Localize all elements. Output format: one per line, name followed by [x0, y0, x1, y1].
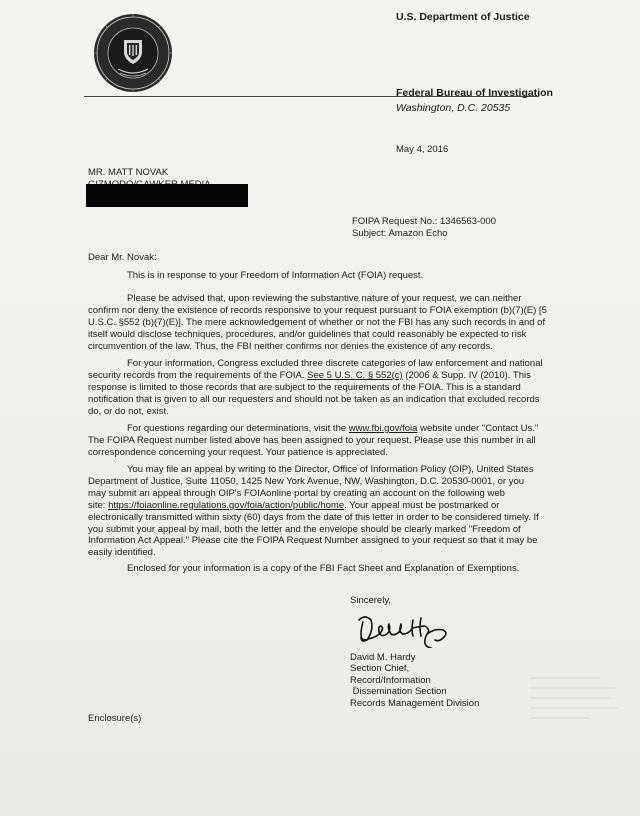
paragraph-line: Information Act Appeal." Please cite the FOIPA Request Number assigned to your request so that it may be — [88, 535, 538, 547]
underlined-reference: See 5 U.S. C. § 552(c) — [307, 369, 403, 381]
underlined-reference: www.fbi.gov/foia — [348, 423, 418, 434]
paragraph-line: confirm nor deny the existence of records responsive to your request pursuant to FOIA exemption (b)(7)(E) [5 — [88, 304, 547, 316]
redaction-bar — [86, 184, 248, 207]
letter-date: May 4, 2016 — [396, 144, 449, 155]
paragraph-contact — [88, 423, 544, 459]
salutation: Dear Mr. Novak: — [88, 252, 157, 263]
paragraph-line: U.S.C. §552 (b)(7)(E)]. The mere acknowledgement of whether or not the FBI has any such records in and of — [88, 316, 546, 328]
closing: Sincerely, — [350, 595, 392, 606]
signature-icon — [355, 610, 460, 648]
bleed-through-texture — [530, 672, 620, 732]
paragraph-exclusions — [88, 358, 544, 418]
paragraph-line: electronically transmitted within sixty (60) days from the date of this letter in order to be considered timely. If — [88, 511, 539, 523]
paragraph-line: do, or do not, exist. — [88, 405, 169, 417]
paragraph-line: correspondence concerning your request. Your patience is appreciated. — [88, 446, 388, 458]
recipient-name: MR. MATT NOVAK — [88, 167, 169, 178]
signer-title-line: Record/Information — [350, 674, 431, 686]
paragraph-line: You may file an appeal by writing to the Director, Office of Information Policy (OIP), United States — [127, 464, 534, 475]
paragraph-appeal — [88, 464, 544, 559]
paragraph-line: circumvention of the law. Thus, the FBI neither confirms nor denies the existence of any records. — [88, 340, 493, 352]
paragraph-line: easily identified. — [88, 547, 156, 559]
fbi-seal-icon — [92, 12, 174, 94]
paragraph-line: The FOIPA Request number listed above has been assigned to your request. Please use this number in all — [88, 434, 536, 446]
signature-block — [350, 652, 479, 709]
paragraph-line: site: https://foiaonline.regulations.gov/foia/action/public/home. Your appeal must be postmarked or — [88, 499, 500, 511]
bureau-name: Federal Bureau of Investigation — [396, 87, 553, 99]
paragraph-enclosed — [127, 563, 583, 575]
signer-title-line: Section Chief, — [350, 663, 410, 675]
paragraph-line: For your information, Congress excluded three discrete categories of law enforcement and national — [127, 358, 543, 369]
paragraph-line: you submit your appeal by mail, both the letter and the envelope should be clearly marked "Freedom of — [88, 523, 521, 535]
enclosure-note: Enclosure(s) — [88, 713, 142, 724]
paragraph-line: may submit an appeal through OIP's FOIAonline portal by creating an account on the following web — [88, 487, 505, 499]
paragraph-line: itself would disclose techniques, procedures, and/or guidelines that could reasonably be expected to risk — [88, 328, 527, 340]
paragraph-line: This is in response to your Freedom of Information Act (FOIA) request. — [127, 270, 424, 281]
paragraph-intro — [127, 270, 583, 282]
paragraph-exemption — [88, 293, 547, 353]
signer-title-line: Dissemination Section — [350, 686, 447, 698]
paragraph-line: security records from the requirements of the FOIA. See 5 U.S. C. § 552(c) (2006 & Supp. IV (2010). This — [88, 369, 531, 381]
underlined-reference: https://foiaonline.regulations.gov/foia/action/public/home — [108, 499, 345, 511]
signer-title-line: Records Management Division — [350, 697, 480, 709]
bureau-location: Washington, D.C. 20535 — [396, 102, 511, 114]
request-subject: Subject: Amazon Echo — [352, 228, 448, 239]
paragraph-line: Enclosed for your information is a copy of the FBI Fact Sheet and Explanation of Exemptions. — [127, 563, 520, 574]
paragraph-line: notification that is given to all our requesters and should not be taken as an indication that excluded records — [88, 393, 540, 405]
paragraph-line: Department of Justice, Suite 11050, 1425 New York Avenue, NW, Washington, D.C. 20530-0001, or you — [88, 475, 525, 487]
request-number: FOIPA Request No.: 1346563-000 — [352, 216, 496, 227]
paragraph-line: response is limited to those records that are subject to the requirements of the FOIA. This is a standard — [88, 381, 521, 393]
paragraph-line: For questions regarding our determinations, visit the www.fbi.gov/foia website under "Contact Us." — [127, 423, 539, 434]
paragraph-line: Please be advised that, upon reviewing the substantive nature of your request, we can neither — [127, 293, 522, 304]
department-name: U.S. Department of Justice — [396, 11, 530, 23]
signer-name: David M. Hardy — [350, 652, 416, 663]
